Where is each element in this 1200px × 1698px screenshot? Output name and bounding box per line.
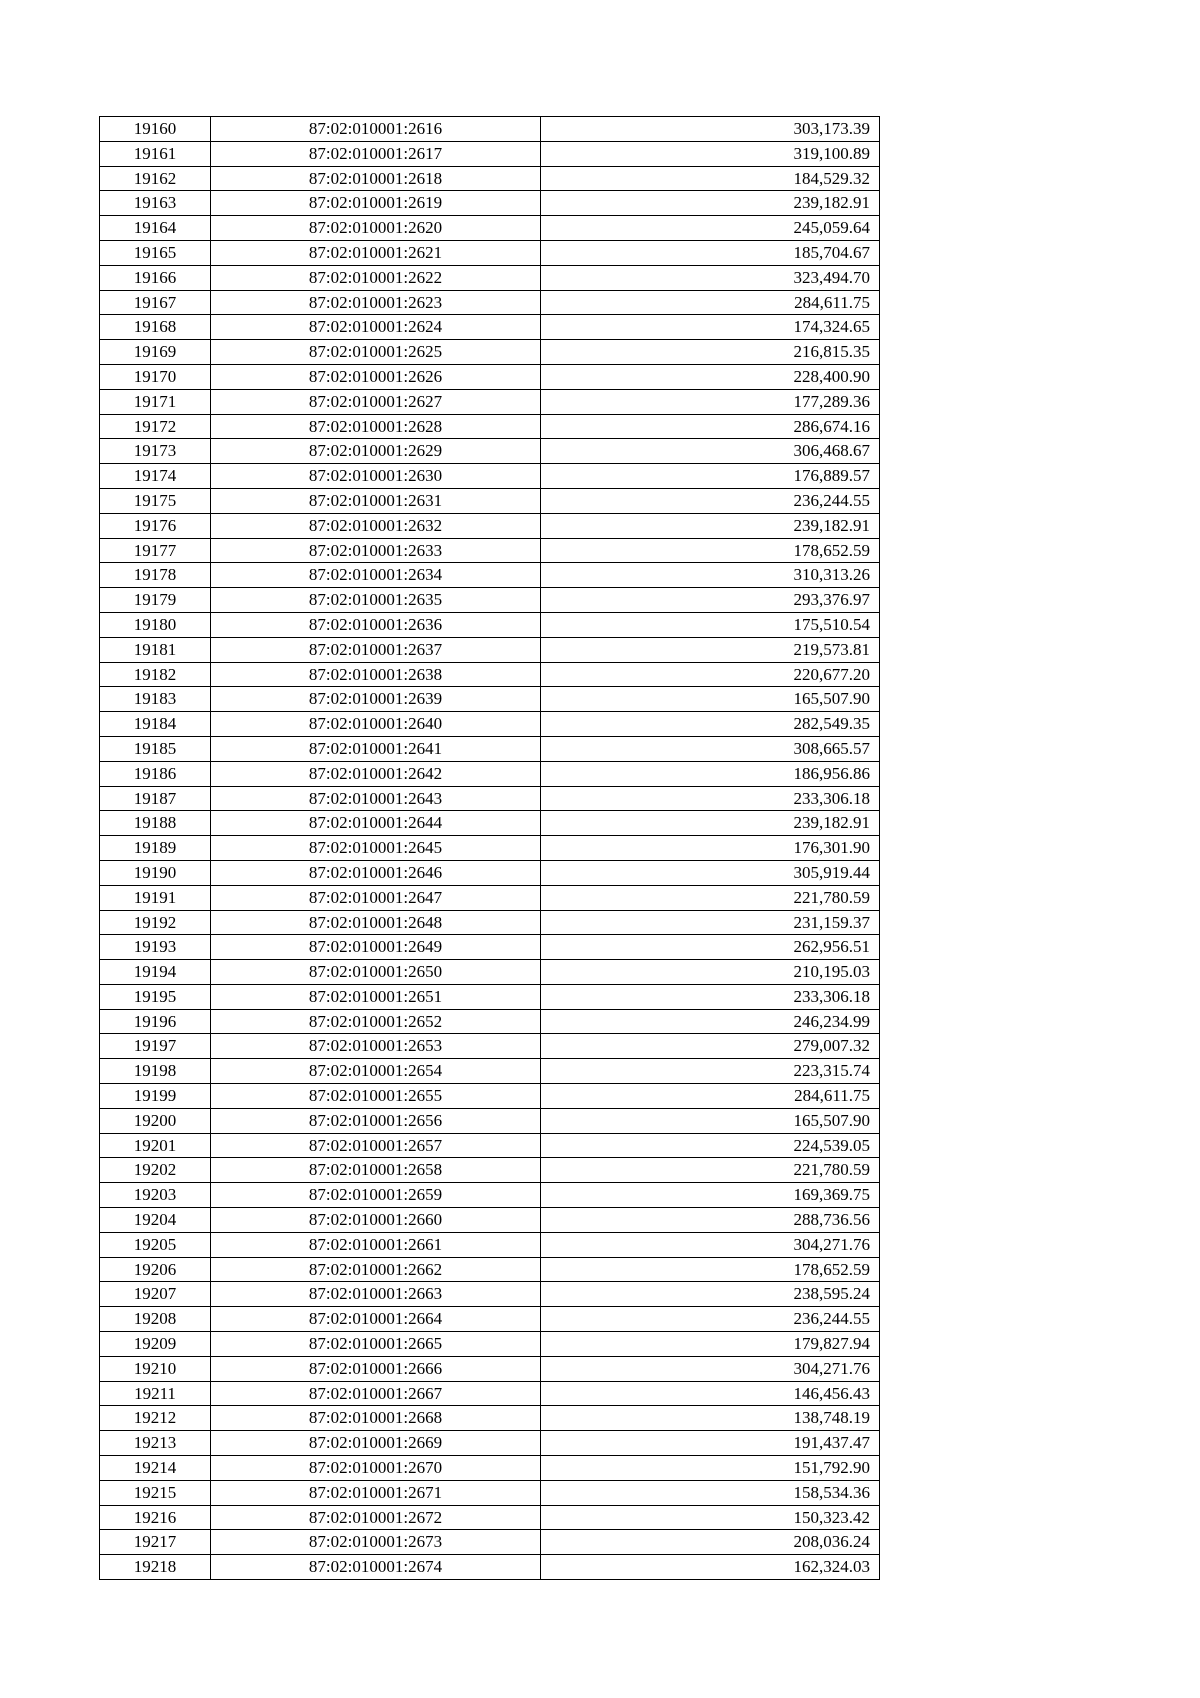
- table-row: [100, 141, 880, 166]
- cadastral-number-cell: 87:02:010001:2630: [211, 464, 541, 489]
- cadastral-number-cell: 87:02:010001:2658: [211, 1158, 541, 1183]
- cadastral-number-cell: 87:02:010001:2649: [211, 935, 541, 960]
- table-row: [100, 191, 880, 216]
- value-cell: 150,323.42: [541, 1505, 880, 1530]
- cadastral-number-cell: 87:02:010001:2646: [211, 860, 541, 885]
- table-row: [100, 1059, 880, 1084]
- row-number-cell: 19172: [100, 414, 211, 439]
- cadastral-number-cell: 87:02:010001:2639: [211, 687, 541, 712]
- table-row: [100, 612, 880, 637]
- cadastral-number-cell: 87:02:010001:2648: [211, 910, 541, 935]
- value-cell: 175,510.54: [541, 612, 880, 637]
- table-row: [100, 1158, 880, 1183]
- value-cell: 231,159.37: [541, 910, 880, 935]
- row-number-cell: 19182: [100, 662, 211, 687]
- row-number-cell: 19161: [100, 141, 211, 166]
- row-number-cell: 19202: [100, 1158, 211, 1183]
- row-number-cell: 19200: [100, 1108, 211, 1133]
- row-number-cell: 19192: [100, 910, 211, 935]
- cadastral-number-cell: 87:02:010001:2657: [211, 1133, 541, 1158]
- value-cell: 146,456.43: [541, 1381, 880, 1406]
- row-number-cell: 19211: [100, 1381, 211, 1406]
- cadastral-number-cell: 87:02:010001:2631: [211, 488, 541, 513]
- cadastral-number-cell: 87:02:010001:2654: [211, 1059, 541, 1084]
- row-number-cell: 19179: [100, 588, 211, 613]
- row-number-cell: 19199: [100, 1084, 211, 1109]
- cadastral-number-cell: 87:02:010001:2629: [211, 439, 541, 464]
- table-body: [100, 117, 880, 1580]
- table-row: [100, 860, 880, 885]
- table-row: [100, 340, 880, 365]
- row-number-cell: 19207: [100, 1282, 211, 1307]
- row-number-cell: 19198: [100, 1059, 211, 1084]
- value-cell: 185,704.67: [541, 240, 880, 265]
- cadastral-number-cell: 87:02:010001:2674: [211, 1555, 541, 1580]
- table-row: [100, 1332, 880, 1357]
- value-cell: 208,036.24: [541, 1530, 880, 1555]
- value-cell: 223,315.74: [541, 1059, 880, 1084]
- table-row: [100, 389, 880, 414]
- row-number-cell: 19203: [100, 1183, 211, 1208]
- table-row: [100, 488, 880, 513]
- table-row: [100, 1133, 880, 1158]
- row-number-cell: 19164: [100, 216, 211, 241]
- row-number-cell: 19173: [100, 439, 211, 464]
- value-cell: 221,780.59: [541, 885, 880, 910]
- cadastral-number-cell: 87:02:010001:2652: [211, 1009, 541, 1034]
- value-cell: 179,827.94: [541, 1332, 880, 1357]
- table-row: [100, 960, 880, 985]
- cadastral-number-cell: 87:02:010001:2664: [211, 1307, 541, 1332]
- table-row: [100, 414, 880, 439]
- table-row: [100, 761, 880, 786]
- value-cell: 310,313.26: [541, 563, 880, 588]
- value-cell: 219,573.81: [541, 637, 880, 662]
- row-number-cell: 19194: [100, 960, 211, 985]
- cadastral-number-cell: 87:02:010001:2635: [211, 588, 541, 613]
- table-row: [100, 1431, 880, 1456]
- cadastral-value-table: [99, 116, 880, 1580]
- row-number-cell: 19212: [100, 1406, 211, 1431]
- row-number-cell: 19177: [100, 538, 211, 563]
- table-row: [100, 1257, 880, 1282]
- table-row: [100, 240, 880, 265]
- cadastral-number-cell: 87:02:010001:2636: [211, 612, 541, 637]
- cadastral-number-cell: 87:02:010001:2632: [211, 513, 541, 538]
- row-number-cell: 19189: [100, 836, 211, 861]
- row-number-cell: 19186: [100, 761, 211, 786]
- row-number-cell: 19174: [100, 464, 211, 489]
- row-number-cell: 19185: [100, 736, 211, 761]
- cadastral-number-cell: 87:02:010001:2638: [211, 662, 541, 687]
- table-row: [100, 637, 880, 662]
- row-number-cell: 19218: [100, 1555, 211, 1580]
- table-row: [100, 563, 880, 588]
- row-number-cell: 19190: [100, 860, 211, 885]
- value-cell: 245,059.64: [541, 216, 880, 241]
- value-cell: 238,595.24: [541, 1282, 880, 1307]
- row-number-cell: 19181: [100, 637, 211, 662]
- cadastral-number-cell: 87:02:010001:2663: [211, 1282, 541, 1307]
- value-cell: 221,780.59: [541, 1158, 880, 1183]
- value-cell: 304,271.76: [541, 1232, 880, 1257]
- value-cell: 220,677.20: [541, 662, 880, 687]
- value-cell: 306,468.67: [541, 439, 880, 464]
- value-cell: 228,400.90: [541, 364, 880, 389]
- cadastral-number-cell: 87:02:010001:2667: [211, 1381, 541, 1406]
- value-cell: 224,539.05: [541, 1133, 880, 1158]
- table-row: [100, 1108, 880, 1133]
- row-number-cell: 19160: [100, 117, 211, 142]
- cadastral-number-cell: 87:02:010001:2673: [211, 1530, 541, 1555]
- table-row: [100, 1282, 880, 1307]
- value-cell: 178,652.59: [541, 538, 880, 563]
- row-number-cell: 19197: [100, 1034, 211, 1059]
- table-row: [100, 166, 880, 191]
- cadastral-number-cell: 87:02:010001:2640: [211, 712, 541, 737]
- row-number-cell: 19216: [100, 1505, 211, 1530]
- value-cell: 162,324.03: [541, 1555, 880, 1580]
- value-cell: 151,792.90: [541, 1456, 880, 1481]
- cadastral-number-cell: 87:02:010001:2653: [211, 1034, 541, 1059]
- table-row: [100, 117, 880, 142]
- cadastral-number-cell: 87:02:010001:2642: [211, 761, 541, 786]
- row-number-cell: 19196: [100, 1009, 211, 1034]
- cadastral-number-cell: 87:02:010001:2656: [211, 1108, 541, 1133]
- table-row: [100, 662, 880, 687]
- table-row: [100, 315, 880, 340]
- value-cell: 279,007.32: [541, 1034, 880, 1059]
- row-number-cell: 19193: [100, 935, 211, 960]
- cadastral-number-cell: 87:02:010001:2617: [211, 141, 541, 166]
- cadastral-number-cell: 87:02:010001:2647: [211, 885, 541, 910]
- table-row: [100, 1381, 880, 1406]
- value-cell: 305,919.44: [541, 860, 880, 885]
- cadastral-number-cell: 87:02:010001:2669: [211, 1431, 541, 1456]
- table-row: [100, 1183, 880, 1208]
- table-row: [100, 736, 880, 761]
- cadastral-number-cell: 87:02:010001:2650: [211, 960, 541, 985]
- value-cell: 282,549.35: [541, 712, 880, 737]
- row-number-cell: 19195: [100, 984, 211, 1009]
- value-cell: 308,665.57: [541, 736, 880, 761]
- value-cell: 138,748.19: [541, 1406, 880, 1431]
- table-row: [100, 1456, 880, 1481]
- cadastral-number-cell: 87:02:010001:2651: [211, 984, 541, 1009]
- table-row: [100, 811, 880, 836]
- table-row: [100, 885, 880, 910]
- row-number-cell: 19178: [100, 563, 211, 588]
- cadastral-number-cell: 87:02:010001:2621: [211, 240, 541, 265]
- table-row: [100, 1480, 880, 1505]
- row-number-cell: 19169: [100, 340, 211, 365]
- table-row: [100, 464, 880, 489]
- table-row: [100, 786, 880, 811]
- row-number-cell: 19208: [100, 1307, 211, 1332]
- table-row: [100, 1406, 880, 1431]
- value-cell: 239,182.91: [541, 191, 880, 216]
- cadastral-number-cell: 87:02:010001:2662: [211, 1257, 541, 1282]
- value-cell: 286,674.16: [541, 414, 880, 439]
- cadastral-number-cell: 87:02:010001:2659: [211, 1183, 541, 1208]
- table-row: [100, 1034, 880, 1059]
- value-cell: 262,956.51: [541, 935, 880, 960]
- value-cell: 186,956.86: [541, 761, 880, 786]
- row-number-cell: 19204: [100, 1208, 211, 1233]
- row-number-cell: 19175: [100, 488, 211, 513]
- cadastral-number-cell: 87:02:010001:2665: [211, 1332, 541, 1357]
- row-number-cell: 19205: [100, 1232, 211, 1257]
- value-cell: 288,736.56: [541, 1208, 880, 1233]
- row-number-cell: 19171: [100, 389, 211, 414]
- row-number-cell: 19215: [100, 1480, 211, 1505]
- cadastral-number-cell: 87:02:010001:2666: [211, 1356, 541, 1381]
- row-number-cell: 19188: [100, 811, 211, 836]
- table-row: [100, 935, 880, 960]
- table-row: [100, 1232, 880, 1257]
- table-row: [100, 836, 880, 861]
- value-cell: 233,306.18: [541, 786, 880, 811]
- row-number-cell: 19214: [100, 1456, 211, 1481]
- cadastral-number-cell: 87:02:010001:2627: [211, 389, 541, 414]
- row-number-cell: 19184: [100, 712, 211, 737]
- row-number-cell: 19168: [100, 315, 211, 340]
- row-number-cell: 19213: [100, 1431, 211, 1456]
- table-row: [100, 1356, 880, 1381]
- cadastral-number-cell: 87:02:010001:2645: [211, 836, 541, 861]
- row-number-cell: 19191: [100, 885, 211, 910]
- table-row: [100, 265, 880, 290]
- value-cell: 174,324.65: [541, 315, 880, 340]
- cadastral-number-cell: 87:02:010001:2624: [211, 315, 541, 340]
- cadastral-number-cell: 87:02:010001:2634: [211, 563, 541, 588]
- table-row: [100, 687, 880, 712]
- table-row: [100, 712, 880, 737]
- cadastral-number-cell: 87:02:010001:2616: [211, 117, 541, 142]
- cadastral-number-cell: 87:02:010001:2660: [211, 1208, 541, 1233]
- row-number-cell: 19162: [100, 166, 211, 191]
- value-cell: 169,369.75: [541, 1183, 880, 1208]
- value-cell: 236,244.55: [541, 488, 880, 513]
- table-row: [100, 910, 880, 935]
- value-cell: 184,529.32: [541, 166, 880, 191]
- cadastral-number-cell: 87:02:010001:2672: [211, 1505, 541, 1530]
- table-row: [100, 1208, 880, 1233]
- cadastral-number-cell: 87:02:010001:2625: [211, 340, 541, 365]
- value-cell: 233,306.18: [541, 984, 880, 1009]
- table-row: [100, 588, 880, 613]
- row-number-cell: 19201: [100, 1133, 211, 1158]
- value-cell: 177,289.36: [541, 389, 880, 414]
- value-cell: 178,652.59: [541, 1257, 880, 1282]
- row-number-cell: 19210: [100, 1356, 211, 1381]
- value-cell: 191,437.47: [541, 1431, 880, 1456]
- cadastral-number-cell: 87:02:010001:2623: [211, 290, 541, 315]
- table-row: [100, 538, 880, 563]
- table-row: [100, 984, 880, 1009]
- row-number-cell: 19165: [100, 240, 211, 265]
- cadastral-number-cell: 87:02:010001:2628: [211, 414, 541, 439]
- cadastral-number-cell: 87:02:010001:2637: [211, 637, 541, 662]
- table-row: [100, 290, 880, 315]
- table-row: [100, 1555, 880, 1580]
- row-number-cell: 19209: [100, 1332, 211, 1357]
- table-row: [100, 1505, 880, 1530]
- table-row: [100, 439, 880, 464]
- table-row: [100, 1307, 880, 1332]
- value-cell: 284,611.75: [541, 290, 880, 315]
- row-number-cell: 19167: [100, 290, 211, 315]
- row-number-cell: 19183: [100, 687, 211, 712]
- table-row: [100, 1009, 880, 1034]
- value-cell: 239,182.91: [541, 811, 880, 836]
- cadastral-number-cell: 87:02:010001:2619: [211, 191, 541, 216]
- value-cell: 165,507.90: [541, 1108, 880, 1133]
- cadastral-number-cell: 87:02:010001:2670: [211, 1456, 541, 1481]
- value-cell: 210,195.03: [541, 960, 880, 985]
- value-cell: 246,234.99: [541, 1009, 880, 1034]
- table-row: [100, 364, 880, 389]
- value-cell: 303,173.39: [541, 117, 880, 142]
- row-number-cell: 19163: [100, 191, 211, 216]
- table-row: [100, 1084, 880, 1109]
- cadastral-number-cell: 87:02:010001:2671: [211, 1480, 541, 1505]
- value-cell: 304,271.76: [541, 1356, 880, 1381]
- value-cell: 319,100.89: [541, 141, 880, 166]
- cadastral-number-cell: 87:02:010001:2618: [211, 166, 541, 191]
- cadastral-number-cell: 87:02:010001:2633: [211, 538, 541, 563]
- row-number-cell: 19176: [100, 513, 211, 538]
- value-cell: 216,815.35: [541, 340, 880, 365]
- cadastral-number-cell: 87:02:010001:2626: [211, 364, 541, 389]
- cadastral-number-cell: 87:02:010001:2644: [211, 811, 541, 836]
- value-cell: 158,534.36: [541, 1480, 880, 1505]
- row-number-cell: 19187: [100, 786, 211, 811]
- cadastral-number-cell: 87:02:010001:2641: [211, 736, 541, 761]
- cadastral-number-cell: 87:02:010001:2622: [211, 265, 541, 290]
- value-cell: 176,889.57: [541, 464, 880, 489]
- row-number-cell: 19166: [100, 265, 211, 290]
- value-cell: 284,611.75: [541, 1084, 880, 1109]
- cadastral-number-cell: 87:02:010001:2620: [211, 216, 541, 241]
- value-cell: 176,301.90: [541, 836, 880, 861]
- value-cell: 239,182.91: [541, 513, 880, 538]
- value-cell: 236,244.55: [541, 1307, 880, 1332]
- row-number-cell: 19180: [100, 612, 211, 637]
- cadastral-number-cell: 87:02:010001:2643: [211, 786, 541, 811]
- row-number-cell: 19206: [100, 1257, 211, 1282]
- cadastral-number-cell: 87:02:010001:2655: [211, 1084, 541, 1109]
- value-cell: 165,507.90: [541, 687, 880, 712]
- table-row: [100, 216, 880, 241]
- row-number-cell: 19217: [100, 1530, 211, 1555]
- table-row: [100, 1530, 880, 1555]
- value-cell: 323,494.70: [541, 265, 880, 290]
- cadastral-number-cell: 87:02:010001:2668: [211, 1406, 541, 1431]
- table-row: [100, 513, 880, 538]
- value-cell: 293,376.97: [541, 588, 880, 613]
- row-number-cell: 19170: [100, 364, 211, 389]
- cadastral-number-cell: 87:02:010001:2661: [211, 1232, 541, 1257]
